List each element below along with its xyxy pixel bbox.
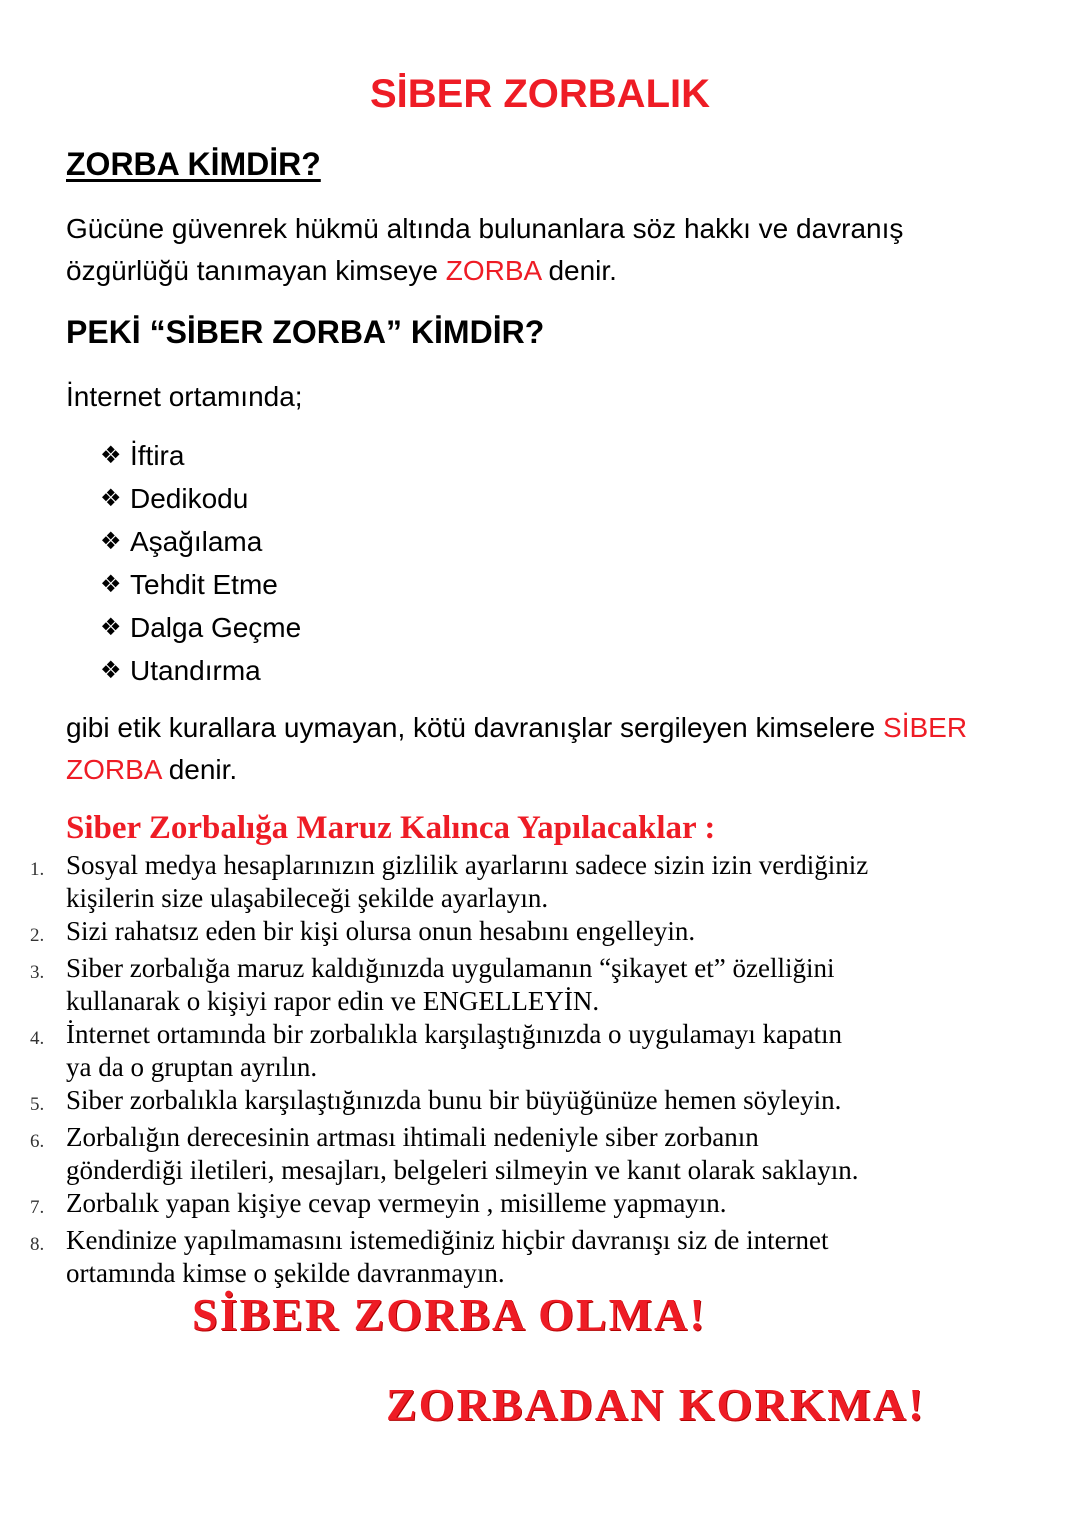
list-item: 4. İnternet ortamında bir zorbalıkla karşılaştığınızda o uygulamayı kapatın ya da o gruptan ayrılın. (30, 1019, 842, 1082)
highlight-siber: SİBER (883, 712, 968, 743)
list-item: 8. Kendinize yapılmamasını istemediğiniz hiçbir davranışı siz de internet ortamında kimse o şekilde davranmayın. (30, 1225, 829, 1288)
bully-definition-line2: özgürlüğü tanımayan kimseye ZORBA denir. (66, 255, 617, 286)
list-item: ❖ Tehdit Etme (100, 563, 301, 606)
highlight-zorba: ZORBA (445, 255, 541, 286)
list-item: ❖ Aşağılama (100, 520, 301, 563)
bully-definition (66, 208, 1026, 292)
section-heading-who-is-bully: ZORBA KİMDİR? (66, 146, 321, 182)
bully-definition-line1: Gücüne güvenrek hükmü altında bulunanlara söz hakkı ve davranış (66, 213, 904, 244)
list-item: 2. Sizi rahatsız eden bir kişi olursa onun hesabını engelleyin. (30, 916, 696, 946)
list-item: ❖ Dalga Geçme (100, 606, 301, 649)
section-heading-what-to-do: Siber Zorbalığa Maruz Kalınca Yapılacaklar : (66, 810, 716, 846)
section-heading-cyber-bully: PEKİ “SİBER ZORBA” KİMDİR? (66, 314, 545, 350)
diamond-bullet-icon: ❖ (100, 528, 122, 555)
diamond-bullet-icon: ❖ (100, 571, 122, 598)
list-item: 1. Sosyal medya hesaplarınızın gizlilik ayarlarını sadece sizin izin verdiğiniz kişilerin size ulaşabileceği şekilde ayarlayın. (30, 850, 869, 913)
list-item: 5. Siber zorbalıkla karşılaştığınızda bunu bir büyüğünüze hemen söyleyin. (30, 1085, 842, 1115)
diamond-bullet-icon: ❖ (100, 614, 122, 641)
cyber-intro: İnternet ortamında; (66, 381, 303, 412)
list-item: 6. Zorbalığın derecesinin artması ihtimali nedeniyle siber zorbanın gönderdiği iletileri, mesajları, belgeleri silmeyin ve kanıt olarak saklayın. (30, 1122, 859, 1185)
behavior-list (100, 434, 301, 692)
list-item: ❖ İftira (100, 434, 301, 477)
diamond-bullet-icon: ❖ (100, 657, 122, 684)
cyber-bully-definition: gibi etik kurallara uymayan, kötü davranışlar sergileyen kimselere SİBER ZORBA denir. (66, 712, 968, 785)
list-item: ❖ Dedikodu (100, 477, 301, 520)
list-item: ❖ Utandırma (100, 649, 301, 692)
diamond-bullet-icon: ❖ (100, 485, 122, 512)
slogan-dont-be-bully: SİBER ZORBA OLMA! (192, 1289, 707, 1340)
page-title: SİBER ZORBALIK (370, 72, 710, 116)
steps-list (30, 849, 1040, 1290)
list-item: 3. Siber zorbalığa maruz kaldığınızda uygulamanın “şikayet et” özelliğini kullanarak o kişiyi rapor edin ve ENGELLEYİN. (30, 953, 835, 1016)
diamond-bullet-icon: ❖ (100, 442, 122, 469)
slogan-dont-fear: ZORBADAN KORKMA! (386, 1379, 926, 1430)
list-item: 7. Zorbalık yapan kişiye cevap vermeyin , misilleme yapmayın. (30, 1188, 727, 1218)
highlight-zorba-2: ZORBA (66, 754, 161, 785)
